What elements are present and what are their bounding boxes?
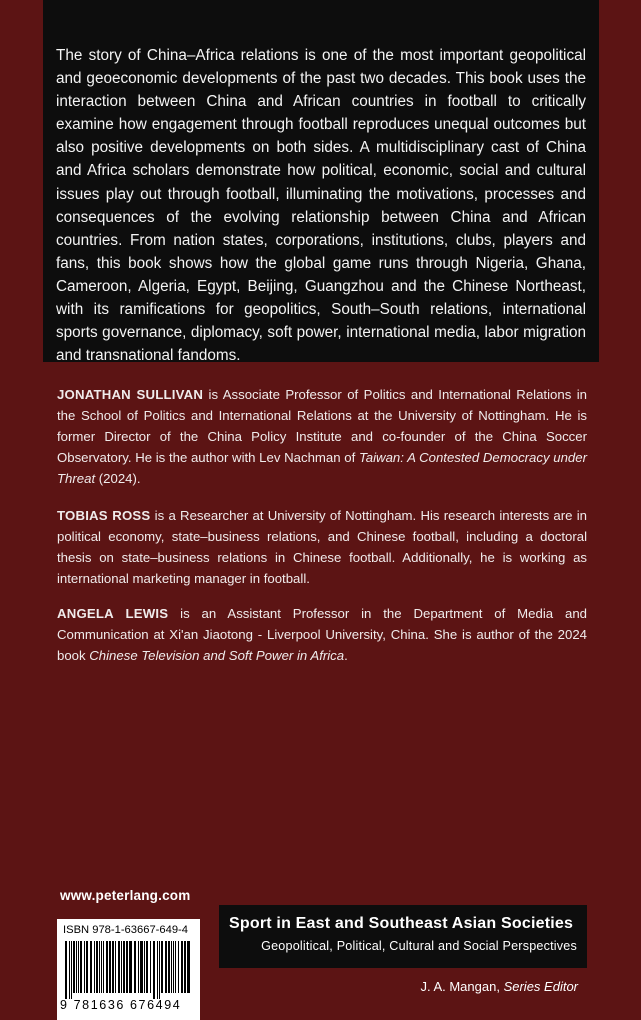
barcode-bar bbox=[69, 941, 70, 999]
barcode-bar bbox=[94, 941, 95, 993]
barcode-bar bbox=[73, 941, 75, 993]
book-title-lewis: Chinese Television and Soft Power in Africa bbox=[89, 648, 345, 664]
barcode-bars bbox=[61, 941, 196, 999]
barcode-bar bbox=[175, 941, 176, 993]
barcode-bar bbox=[78, 941, 79, 993]
barcode-bar bbox=[173, 941, 174, 993]
author-name-lewis: ANGELA LEWIS bbox=[57, 606, 169, 621]
barcode-bar bbox=[181, 941, 183, 993]
barcode-bar bbox=[84, 941, 85, 993]
author-name-ross: TOBIAS ROSS bbox=[57, 508, 151, 523]
series-editor-name: J. A. Mangan, bbox=[420, 979, 500, 994]
barcode-bar bbox=[76, 941, 77, 993]
barcode-bar bbox=[123, 941, 125, 993]
barcode-bar bbox=[168, 941, 170, 993]
barcode-bar bbox=[159, 941, 160, 999]
barcode-bar bbox=[115, 941, 116, 993]
bio-text-sullivan-end: (2024). bbox=[95, 471, 141, 487]
barcode-bar bbox=[118, 941, 120, 993]
barcode-bar bbox=[146, 941, 148, 993]
barcode-digits: 9 781636 676494 bbox=[60, 998, 182, 1012]
series-editor bbox=[420, 979, 578, 994]
barcode-bar bbox=[86, 941, 88, 993]
series-title: Sport in East and Southeast Asian Societies bbox=[229, 915, 574, 932]
barcode-bar bbox=[138, 941, 139, 993]
barcode-bar bbox=[184, 941, 186, 993]
barcode-bar bbox=[171, 941, 172, 993]
bio-text-lewis: is an Assistant Professor in the Department of Media and Communication at Xi'an Jiaotong - Liverpool University, China. She is author of the 2024 book bbox=[57, 606, 587, 664]
barcode-bar bbox=[109, 941, 111, 993]
publisher-website[interactable]: www.peterlang.com bbox=[60, 888, 191, 903]
isbn-label: ISBN 978-1-63667-649-4 bbox=[63, 924, 189, 936]
barcode-bar bbox=[157, 941, 158, 999]
barcode-bar bbox=[106, 941, 108, 993]
barcode-bar bbox=[134, 941, 136, 993]
barcode-bar bbox=[90, 941, 92, 993]
author-bio-ross bbox=[57, 505, 587, 589]
isbn-barcode bbox=[57, 919, 200, 1020]
barcode-bar bbox=[153, 941, 155, 999]
blurb-text: The story of China–Africa relations is one of the most important geopolitical and geoeconomic developments of the past two decades. This book uses the interaction between China and African countries in football to critically examine how engagement through football reproduces unequal outcomes but also positive developments on both sides. A multidisciplinary cast of China and Africa scholars demonstrate how political, economic, social and cultural issues play out through football, illuminating the motivations, processes and consequences of the evolving relationship between China and African countries. From nation states, corporations, institutions, clubs, players and fans, this book shows how the global game runs through Nigeria, Ghana, Cameroon, Algeria, Egypt, Beijing, Guangzhou and the Chinese Northeast, with its ramifications for geopolitics, South–South relations, international sports governance, diplomacy, soft power, international media, labor migration and transnational fandoms. bbox=[56, 47, 586, 365]
barcode-bar bbox=[129, 941, 132, 993]
book-title-sullivan: Taiwan: A Contested Democracy under Threat bbox=[57, 450, 587, 487]
barcode-bar bbox=[150, 941, 151, 993]
barcode-bar bbox=[165, 941, 167, 993]
barcode-bar bbox=[140, 941, 143, 993]
barcode-bar bbox=[65, 941, 67, 999]
bio-text-lewis-end: . bbox=[344, 648, 348, 664]
barcode-bar bbox=[161, 941, 163, 993]
series-editor-role: Series Editor bbox=[503, 979, 578, 994]
barcode-bar bbox=[99, 941, 100, 993]
barcode-bar bbox=[71, 941, 72, 999]
barcode-bar bbox=[187, 941, 190, 993]
bio-text-ross: is a Researcher at University of Nottingham. His research interests are in political economy, state–business relations, and Chinese football, including a doctoral thesis on state–business relations in Chinese football. Additionally, he is working as international marketing manager in football. bbox=[57, 508, 587, 587]
author-bio-lewis bbox=[57, 603, 587, 666]
author-name-sullivan: JONATHAN SULLIVAN bbox=[57, 387, 204, 402]
blurb-panel bbox=[43, 0, 599, 365]
barcode-bar bbox=[103, 941, 104, 993]
barcode-bar bbox=[178, 941, 179, 993]
author-bio-sullivan bbox=[57, 384, 587, 489]
bio-text-sullivan: is Associate Professor of Politics and International Relations in the School of Politics and International Relations at the University of Nottingham. He is former Director of the China Policy Institute and co-founder of the China Soccer Observatory. He is the author with Lev Nachman of bbox=[57, 387, 587, 466]
barcode-bar bbox=[126, 941, 128, 993]
barcode-bar bbox=[121, 941, 122, 993]
series-subtitle: Geopolitical, Political, Cultural and Social Perspectives bbox=[261, 939, 577, 953]
barcode-bar bbox=[101, 941, 102, 993]
series-panel bbox=[219, 905, 587, 968]
barcode-bar bbox=[112, 941, 114, 993]
barcode-bar bbox=[96, 941, 98, 993]
barcode-bar bbox=[80, 941, 82, 993]
barcode-bar bbox=[144, 941, 145, 993]
